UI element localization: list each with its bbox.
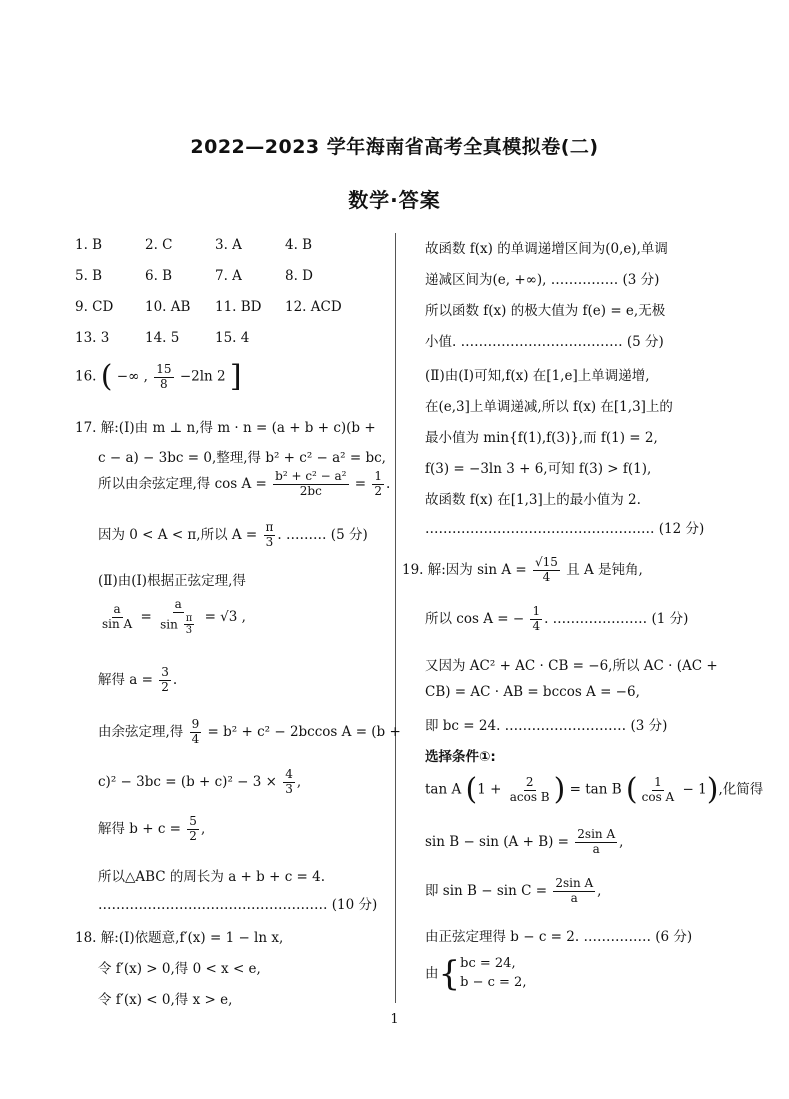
solution-line: 在(e,3]上单调递减,所以 f(x) 在[1,3]上的: [425, 399, 673, 415]
solution-line: 解得 a = $\frac{3}{2}$ .: [98, 665, 178, 694]
solution-line: 解得 b + c = $\frac{5}{2}$ ,: [98, 814, 206, 843]
answer-item: 8. D: [285, 268, 313, 284]
solution-line: 17. 解:(Ⅰ)由 m ⊥ n,得 m · n = (a + b + c)(b +: [75, 420, 376, 436]
solution-line: $\frac{a}{\text{sin A}}$ = a sin $\frac{\pi}{3}$ = √3 ,: [102, 597, 246, 637]
answer-item: 4. B: [285, 237, 313, 253]
solution-line: 即 sin B − sin C = $\frac{\text{2sin A}}{a}$ ,: [425, 876, 602, 905]
answer-item: 6. B: [145, 268, 173, 284]
answer-item: 3. A: [215, 237, 242, 253]
solution-line: 因为 0 < A < π,所以 A = $\frac{\pi}{3}$ . ……… (5 分): [98, 520, 368, 549]
condition-heading: 选择条件①:: [425, 749, 496, 765]
solution-line: 所以由余弦定理,得 cos A = $\frac{\text{b² + c² − a²}}{2bc}$ = $\frac{1}{2}$ .: [98, 469, 391, 498]
score-line: …………………………………………… (12 分): [425, 521, 705, 537]
solution-line: c − a) − 3bc = 0,整理,得 b² + c² − a² = bc,: [98, 450, 386, 466]
answer-item: 11. BD: [215, 299, 262, 315]
solution-line: tan A (1 + $\frac{2}{\text{acos B}}$ ) = tan B ( $\frac{1}{\text{cos A}}$ − 1),化简得: [425, 772, 764, 807]
solution-line: 由正弦定理得 b − c = 2. …………… (6 分): [425, 929, 693, 945]
answer-item: 14. 5: [145, 330, 180, 346]
solution-line: 小值. ……………………………… (5 分): [425, 334, 664, 350]
solution-line: f(3) = −3ln 3 + 6,可知 f(3) > f(1),: [425, 461, 652, 477]
solution-line: 递减区间为(e, +∞), …………… (3 分): [425, 272, 660, 288]
answer-item: 2. C: [145, 237, 173, 253]
solution-line: 由余弦定理,得 $\frac{9}{4}$ = b² + c² − 2bccos A = (b +: [98, 717, 401, 746]
equation-system: 由{ bc = 24, b − c = 2,: [425, 953, 527, 994]
solution-line: 令 f′(x) > 0,得 0 < x < e,: [98, 961, 261, 977]
column-divider: [395, 233, 396, 1003]
answer-item: 15. 4: [215, 330, 250, 346]
solution-line: 又因为 AC² + AC · CB = −6,所以 AC · (AC +: [425, 658, 718, 674]
page-number: 1: [390, 1012, 399, 1027]
solution-line: 所以△ABC 的周长为 a + b + c = 4.: [98, 869, 326, 885]
page-subtitle: 数学·答案: [348, 188, 441, 212]
solution-line: 故函数 f(x) 的单调递增区间为(0,e),单调: [425, 241, 668, 257]
solution-line: (Ⅱ)由(Ⅰ)可知,f(x) 在[1,e]上单调递增,: [425, 368, 650, 384]
solution-line: 即 bc = 24. ……………………… (3 分): [425, 718, 668, 734]
answer-item: 12. ACD: [285, 299, 342, 315]
page-title: 2022—2023 学年海南省高考全真模拟卷(二): [190, 136, 599, 158]
answer-item: 13. 3: [75, 330, 110, 346]
solution-line: 最小值为 min{f(1),f(3)},而 f(1) = 2,: [425, 430, 658, 446]
score-line: …………………………………………… (10 分): [98, 897, 378, 913]
solution-line: (Ⅱ)由(Ⅰ)根据正弦定理,得: [98, 573, 246, 589]
solution-line: c)² − 3bc = (b + c)² − 3 × $\frac{4}{3}$ ,: [98, 767, 302, 796]
solution-line: 所以 cos A = − $\frac{1}{4}$ . ………………… (1 分): [425, 604, 689, 633]
solution-line: 19. 解:因为 sin A = $\frac{√15}{4}$ 且 A 是钝角,: [402, 555, 643, 584]
answer-item-16: 16. ( −∞ , $\frac{15}{8}$ −2ln 2 ]: [75, 359, 242, 394]
solution-line: CB) = AC · AB = bccos A = −6,: [425, 684, 640, 700]
solution-line: 令 f′(x) < 0,得 x > e,: [98, 992, 233, 1008]
answer-item: 5. B: [75, 268, 103, 284]
solution-line: 故函数 f(x) 在[1,3]上的最小值为 2.: [425, 492, 641, 508]
answer-item: 9. CD: [75, 299, 114, 315]
solution-line: sin B − sin (A + B) = $\frac{\text{2sin A}}{a}$ ,: [425, 827, 624, 856]
answer-item: 10. AB: [145, 299, 191, 315]
answer-item: 7. A: [215, 268, 242, 284]
solution-line: 所以函数 f(x) 的极大值为 f(e) = e,无极: [425, 303, 666, 319]
answer-item: 1. B: [75, 237, 103, 253]
solution-line: 18. 解:(Ⅰ)依题意,f′(x) = 1 − ln x,: [75, 930, 284, 946]
